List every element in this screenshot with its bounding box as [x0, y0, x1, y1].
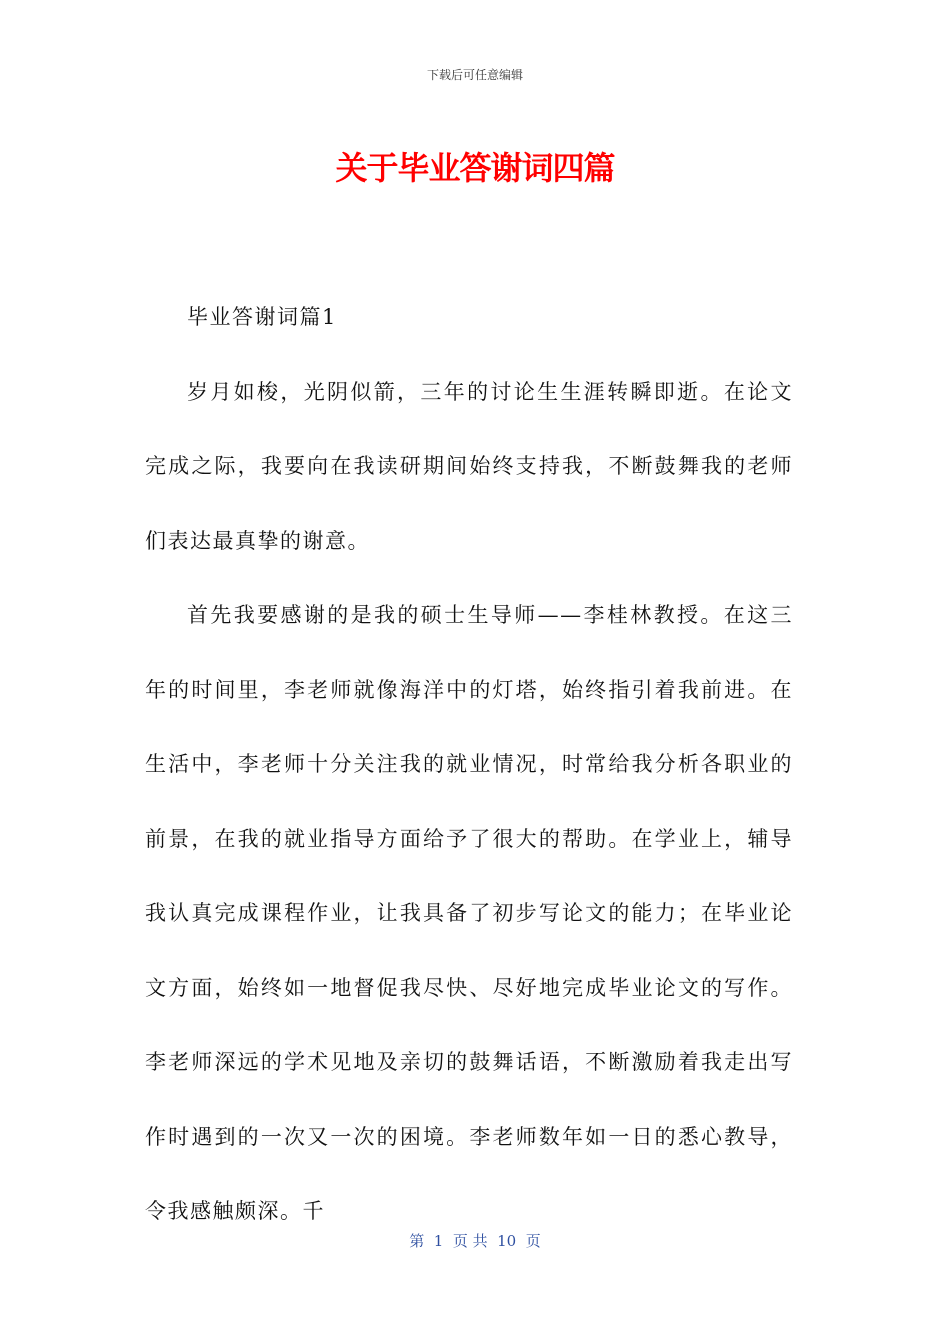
header-note: 下载后可任意编辑 [426, 68, 523, 82]
page-number-footer: 第 1 页 共 10 页 [409, 1232, 541, 1250]
body-paragraph: 首先我要感谢的是我的硕士生导师——李桂林教授。在这三年的时间里，李老师就像海洋中的灯塔，始终指引着我前进。在生活中，李老师十分关注我的就业情况，时常给我分析各职业的前景，在我的就业指导方面给予了很大的帮助。在学业上，辅导我认真完成课程作业，让我具备了初步写论文的能力；在毕业论文方面，始终如一地督促我尽快、尽好地完成毕业论文的写作。李老师深远的学术见地及亲切的鼓舞话语，不断激励着我走出写作时遇到的一次又一次的困境。李老师数年如一日的悉心教导，令我感触颇深。千 [145, 603, 793, 1223]
body-paragraph: 岁月如梭，光阴似箭，三年的讨论生生涯转瞬即逝。在论文完成之际，我要向在我读研期间始终支持我，不断鼓舞我的老师们表达最真挚的谢意。 [145, 379, 793, 553]
section-heading: 毕业答谢词篇1 [187, 305, 337, 329]
document-title: 关于毕业答谢词四篇 [335, 149, 615, 187]
document-body [145, 280, 793, 1249]
